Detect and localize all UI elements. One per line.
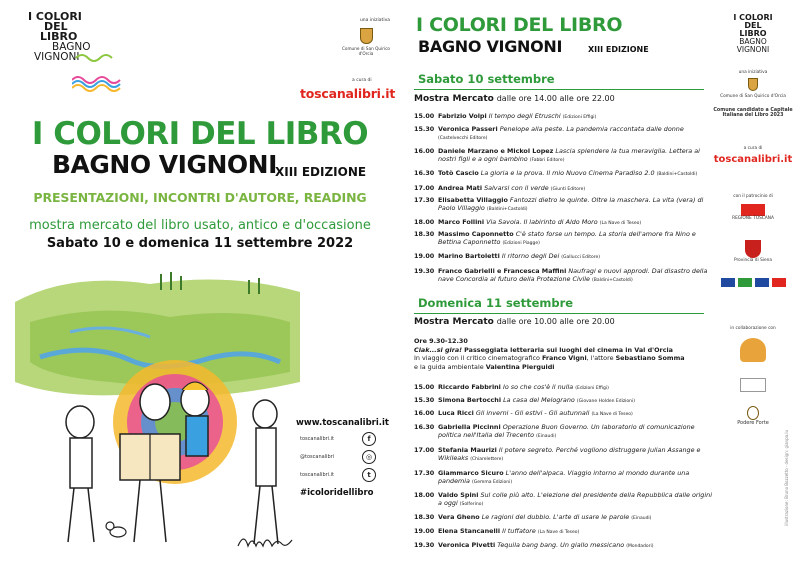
walk-guest: Franco Vigni	[541, 354, 587, 363]
eu-logos	[706, 278, 800, 287]
partner-logo	[706, 378, 800, 392]
event-time: 18.00	[414, 491, 435, 499]
crest-icon	[360, 28, 373, 44]
program-title: I COLORI DEL LIBRO	[416, 14, 623, 36]
event-title: C'è stato forse un tempo. La storia dell'amore fra Nino e Bettina Caponnetto	[438, 230, 696, 246]
logo-line: VIGNONI	[34, 51, 80, 63]
event-time: 17.30	[414, 469, 435, 477]
event-speaker: Totò Cascio	[438, 169, 479, 177]
event-title: Io so che cos'è il nulla	[502, 383, 574, 391]
event-time: 16.00	[414, 147, 435, 155]
day-heading: Sabato 10 settembre	[418, 72, 555, 86]
event-row	[414, 112, 714, 122]
twitter-icon: t	[362, 468, 376, 482]
event-speaker: Elena Stancanelli	[438, 527, 501, 535]
partner-logo	[706, 338, 800, 362]
event-title: Gli inverni - Gli estivi - Gli autunnali	[475, 409, 590, 417]
website-link[interactable]: www.toscanalibri.it	[296, 418, 389, 428]
event-speaker: Franco Gabrielli e Francesca Maffini	[438, 267, 567, 275]
rainbow-waves-icon	[72, 52, 122, 92]
illustration	[10, 262, 310, 562]
walk-time: Ore 9.30-12.30	[414, 337, 468, 345]
event-row	[414, 541, 714, 551]
event-row	[414, 527, 714, 537]
event-speaker: Andrea Mati	[438, 184, 483, 192]
event-speaker: Simona Bertocchi	[438, 396, 502, 404]
logo-line: VIGNONI	[736, 45, 770, 54]
event-title: Il ritorno degli Dei	[501, 252, 560, 260]
logo-line: DEL	[744, 21, 762, 30]
event-time: 17.00	[414, 184, 435, 192]
event-title: Via Savoia. Il labirinto di Aldo Moro	[486, 218, 598, 226]
event-title: Salvarsi con il verde	[484, 184, 549, 192]
event-publisher: (Baldini+Castoldi)	[592, 278, 633, 283]
market-time: dalle ore 14.00 alle ore 22.00	[496, 94, 615, 103]
logo-line: BAGNO	[52, 41, 91, 53]
event-speaker: Valdo Spini	[438, 491, 479, 499]
market-label: Mostra Mercato	[414, 317, 494, 327]
edition-label: XIII EDIZIONE	[275, 165, 367, 179]
program-location: BAGNO VIGNONI	[418, 37, 563, 56]
social-handle: toscanalibri.it	[300, 472, 335, 478]
event-time: 19.00	[414, 527, 435, 535]
event-publisher: (Fabbri Editore)	[529, 158, 565, 163]
event-row	[414, 169, 714, 179]
comune-name: Comune di San Quirico d'Orcia	[720, 94, 786, 99]
tagline: PRESENTAZIONI, INCONTRI D'AUTORE, READING	[33, 190, 367, 205]
event-title: Il tuffatore	[502, 527, 536, 535]
candidacy-label: Comune candidato a Capitale Italiana del Libro 2023	[713, 108, 793, 118]
social-handle: toscanalibri.it	[300, 436, 335, 442]
event-time: 16.00	[414, 409, 435, 417]
event-title: Il tempo degli Etruschi	[488, 112, 561, 120]
partner-logo	[706, 406, 800, 426]
divider	[414, 89, 704, 90]
event-dates: Sabato 10 e domenica 11 settembre 2022	[46, 236, 354, 251]
event-row	[414, 423, 714, 441]
walk-guest: Valentina Pierguidi	[485, 362, 555, 371]
event-time: 17.30	[414, 196, 435, 204]
patronage-label: con il patrocinio di	[733, 194, 773, 199]
event-publisher: (Edizioni Effigi)	[575, 386, 609, 391]
event-title: Fantozzi dietro le quinte. Oltre la maschera. La vita (vera) di Paolo Villaggio	[438, 196, 704, 212]
event-row	[414, 218, 714, 228]
location-title: BAGNO VIGNONI	[52, 150, 277, 179]
comune-name: Comune di San Quirico d'Orcia	[341, 46, 390, 56]
event-row	[414, 147, 714, 165]
event-time: 15.30	[414, 125, 435, 133]
event-time: 15.30	[414, 396, 435, 404]
event-publisher: (La Nave di Teseo)	[591, 412, 633, 417]
program-edition: XIII EDIZIONE	[588, 45, 649, 54]
event-row	[414, 446, 714, 464]
partner-name: Podere Forte	[737, 420, 769, 426]
event-publisher: (Einaudi)	[631, 516, 652, 521]
walk-text: In viaggio con il critico cinematografico	[414, 354, 540, 363]
event-time: 18.30	[414, 513, 435, 521]
event-title: Operazione Buon Governo. Un laboratorio di comunicazione politica nell'Italia del Trecento	[438, 423, 695, 439]
main-title: I COLORI DEL LIBRO	[31, 116, 369, 152]
event-title: Lascia splendere la tua meraviglia. Lettera ai nostri figli e a ogni bambino	[438, 147, 700, 163]
market-label: Mostra Mercato	[414, 94, 494, 104]
event-time: 19.00	[414, 252, 435, 260]
event-title: La casa del Melograno	[503, 396, 575, 404]
event-row	[414, 252, 714, 262]
event-row	[414, 469, 714, 487]
event-publisher: (Edizioni Piagge)	[502, 241, 540, 246]
walk-text: , l'attore	[586, 354, 614, 363]
walk-event	[414, 337, 714, 371]
event-speaker: Marino Bartoletti	[438, 252, 500, 260]
event-speaker: Giammarco Sicuro	[438, 469, 504, 477]
divider	[414, 313, 704, 314]
event-speaker: Massimo Caponnetto	[438, 230, 514, 238]
provincia-name: Provincia di Siena	[733, 258, 773, 263]
event-row	[414, 184, 714, 194]
event-time: 19.30	[414, 541, 435, 549]
event-publisher: (Gallucci Editore)	[561, 255, 601, 260]
event-speaker: Elisabetta Villaggio	[438, 196, 508, 204]
event-time: 19.30	[414, 267, 435, 275]
event-title: L'anno dell'alpaca. Viaggio intorno al mondo durante una pandemia	[438, 469, 690, 485]
walk-text: e la guida ambientale	[414, 362, 484, 371]
social-instagram[interactable]	[300, 450, 376, 464]
event-title: Il potere segreto. Perché vogliono distruggere Julian Assange e Wikileaks	[438, 446, 701, 462]
event-time: 15.00	[414, 112, 435, 120]
event-time: 16.30	[414, 423, 435, 431]
event-speaker: Veronica Passeri	[438, 125, 498, 133]
instagram-icon: ◎	[362, 450, 376, 464]
event-title: Sul colle più alto. L'elezione del presidente della Repubblica dalle origini a oggi	[438, 491, 712, 507]
logo-line: LIBRO	[739, 29, 767, 38]
event-publisher: (La Nave di Teseo)	[599, 221, 642, 226]
regione-logo	[706, 204, 800, 221]
event-publisher: (Einaudi)	[536, 434, 557, 439]
social-facebook[interactable]	[300, 432, 376, 446]
day-heading: Domenica 11 settembre	[418, 296, 574, 310]
event-title: Tequila bang bang. Un giallo messicano	[497, 541, 625, 549]
event-publisher: (Giunti Editore)	[550, 187, 586, 192]
event-time: 17.00	[414, 446, 435, 454]
curated-label: a cura di	[352, 78, 372, 83]
event-row	[414, 513, 714, 523]
market-tagline: mostra mercato del libro usato, antico e d'occasione	[29, 218, 371, 233]
initiative-label: una iniziativa	[359, 18, 390, 23]
event-publisher: (Solferino)	[459, 502, 484, 507]
social-handle: @toscanalibri	[300, 454, 335, 460]
curated-label: a cura di	[743, 146, 763, 151]
event-row	[414, 396, 714, 406]
market-hours	[414, 317, 615, 327]
event-publisher: (Gemma Edizioni)	[471, 480, 513, 485]
artist-signature	[236, 528, 296, 554]
program-panel	[400, 0, 800, 566]
event-speaker: Fabrizio Volpi	[438, 112, 487, 120]
provincia-logo	[706, 240, 800, 263]
walk-title: Ciak...si gira!	[414, 345, 463, 354]
event-logo	[28, 12, 108, 62]
event-speaker: Marco Follini	[438, 218, 485, 226]
event-title: Le ragioni del dubbio. L'arte di usare le parole	[481, 513, 630, 521]
event-row	[414, 409, 714, 419]
event-row	[414, 491, 714, 509]
event-publisher: (Chiarelettere)	[470, 457, 504, 462]
event-speaker: Veronica Pivetti	[438, 541, 496, 549]
event-time: 16.30	[414, 169, 435, 177]
logo-line: LIBRO	[40, 30, 78, 43]
event-publisher: (Edizioni Effigi)	[562, 115, 597, 120]
event-title: Penelope alla peste. La pandemia raccontata dalle donne	[499, 125, 684, 133]
event-title: La gloria e la prova. Il mio Nuovo Cinema Paradiso 2.0	[480, 169, 655, 177]
logo-line: BAGNO	[739, 37, 767, 46]
event-speaker: Gabriella Piccinni	[438, 423, 501, 431]
social-twitter[interactable]	[300, 468, 376, 482]
initiative-label: una iniziativa	[738, 70, 768, 75]
event-publisher: (La Nave di Teseo)	[537, 530, 580, 535]
sidebar-logo	[706, 14, 800, 54]
walk-guest: Sebastiano Somma	[615, 354, 685, 363]
market-time: dalle ore 10.00 alle ore 20.00	[496, 317, 615, 326]
crest-icon	[706, 78, 800, 91]
toscanalibri-logo: toscanalibri.it	[300, 86, 396, 101]
event-time: 15.00	[414, 383, 435, 391]
event-publisher: (Baldini+Castoldi)	[486, 207, 528, 212]
walk-desc: Passeggiata letteraria sui luoghi del cinema in Val d'Orcia	[464, 345, 673, 354]
event-time: 18.00	[414, 218, 435, 226]
event-speaker: Vera Gheno	[438, 513, 480, 521]
event-time: 18.30	[414, 230, 435, 238]
event-publisher: (Castelvecchi Editore)	[438, 136, 488, 141]
logo-line: I COLORI	[733, 13, 773, 22]
event-row	[414, 196, 714, 214]
logo-line: I COLORI	[28, 10, 82, 23]
event-row	[414, 267, 714, 285]
regione-name: REGIONE TOSCANA	[732, 216, 774, 221]
credits: illustrazione: Bruno Bozzetto · design: gianpa.lu	[784, 430, 789, 526]
event-speaker: Riccardo Fabbrini	[438, 383, 501, 391]
logo-line: DEL	[44, 20, 68, 33]
event-speaker: Stefania Maurizi	[438, 446, 497, 454]
event-row	[414, 383, 714, 393]
toscanalibri-logo: toscanalibri.it	[713, 154, 793, 165]
event-title: Naufragi e nuovi approdi. Dal disastro della nave Concordia al futuro della Protezione Civile	[438, 267, 708, 283]
event-publisher: (Giovane Holden Edizioni)	[576, 399, 636, 404]
facebook-icon: f	[362, 432, 376, 446]
event-speaker: Luca Ricci	[438, 409, 474, 417]
event-row	[414, 125, 714, 143]
event-publisher: (Mondadori)	[626, 544, 654, 549]
event-row	[414, 230, 714, 248]
hashtag: #icoloridellibro	[300, 488, 374, 498]
collaboration-label: in collaborazione con	[730, 326, 776, 331]
event-publisher: (Baldini+Castoldi)	[656, 172, 698, 177]
market-hours	[414, 94, 615, 104]
event-speaker: Daniele Marzano e Mickol Lopez	[438, 147, 554, 155]
